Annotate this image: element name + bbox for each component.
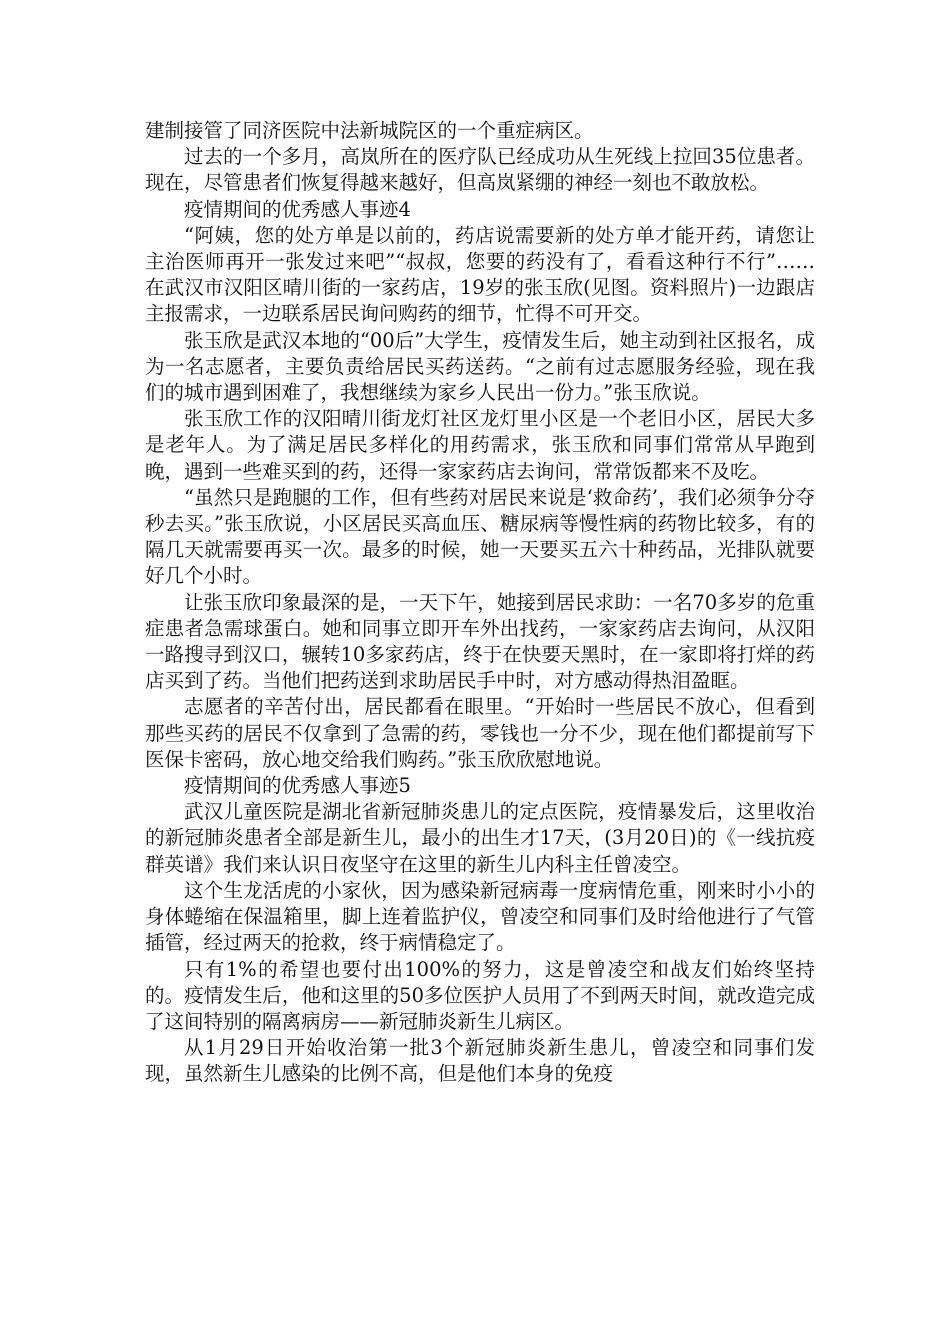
paragraph: 建制接管了同济医院中法新城院区的一个重症病区。 bbox=[145, 119, 594, 142]
document-body bbox=[145, 118, 815, 1088]
paragraph: 从1月29日开始收治第一批3个新冠肺炎新生患儿，曾凌空和同事们发现，虽然新生儿感染的比例不高，但是他们本身的免疫 bbox=[145, 1036, 815, 1086]
paragraph: 志愿者的辛苦付出，居民都看在眼里。“开始时一些居民不放心，但看到那些买药的居民不仅拿到了急需的药，零钱也一分不少，现在他们都提前写下医保卡密码，放心地交给我们购药。”张玉欣欣慰地说。 bbox=[145, 695, 815, 771]
paragraph: 过去的一个多月，高岚所在的医疗队已经成功从生死线上拉回35位患者。现在，尽管患者们恢复得越来越好，但高岚紧绷的神经一刻也不敢放松。 bbox=[145, 145, 815, 195]
paragraph: “虽然只是跑腿的工作，但有些药对居民来说是‘救命药’，我们必须争分夺秒去买。”张玉欣说，小区居民买高血压、糖尿病等慢性病的药物比较多，有的隔几天就需要再买一次。最多的时候，她一天要买五六十种药品，光排队就要好几个小时。 bbox=[145, 485, 815, 588]
paragraph: 只有1%的希望也要付出100%的努力，这是曾凌空和战友们始终坚持的。疫情发生后，他和这里的50多位医护人员用了不到两天时间，就改造完成了这间特别的隔离病房——新冠肺炎新生儿病区。 bbox=[145, 957, 815, 1033]
paragraph: 张玉欣工作的汉阳晴川街龙灯社区龙灯里小区是一个老旧小区，居民大多是老年人。为了满足居民多样化的用药需求，张玉欣和同事们常常从早跑到晚，遇到一些难买到的药，还得一家家药店去询问，常常饭都来不及吃。 bbox=[145, 407, 815, 483]
paragraph: 让张玉欣印象最深的是，一天下午，她接到居民求助：一名70多岁的危重症患者急需球蛋白。她和同事立即开车外出找药，一家家药店去询问，从汉阳一路搜寻到汉口，辗转10多家药店，终于在快要天黑时，在一家即将打烊的药店买到了药。当他们把药送到求助居民手中时，对方感动得热泪盈眶。 bbox=[145, 590, 815, 693]
paragraph: 这个生龙活虎的小家伙，因为感染新冠病毒一度病情危重，刚来时小小的身体蜷缩在保温箱里，脚上连着监护仪，曾凌空和同事们及时给他进行了气管插管，经过两天的抢救，终于病情稳定了。 bbox=[145, 878, 815, 955]
paragraph: “阿姨，您的处方单是以前的，药店说需要新的处方单才能开药，请您让主治医师再开一张发过来吧”“叔叔，您要的药没有了，看看这种行不行”……在武汉市汉阳区晴川街的一家药店，19岁的张玉欣(见图。资料照片)一边跟店主报需求，一边联系居民询问购药的细节，忙得不可开交。 bbox=[145, 223, 815, 326]
paragraph: 武汉儿童医院是湖北省新冠肺炎患儿的定点医院，疫情暴发后，这里收治的新冠肺炎患者全部是新生儿，最小的出生才17天，(3月20日)的《一线抗疫群英谱》我们来认识日夜坚守在这里的新生儿内科主任曾凌空。 bbox=[145, 800, 815, 876]
paragraph: 张玉欣是武汉本地的“00后”大学生，疫情发生后，她主动到社区报名，成为一名志愿者，主要负责给居民买药送药。“之前有过志愿服务经验，现在我们的城市遇到困难了，我想继续为家乡人民出一份力。”张玉欣说。 bbox=[145, 328, 815, 405]
section-heading: 疫情期间的优秀感人事迹5 bbox=[184, 774, 411, 798]
section-heading: 疫情期间的优秀感人事迹4 bbox=[184, 197, 411, 221]
